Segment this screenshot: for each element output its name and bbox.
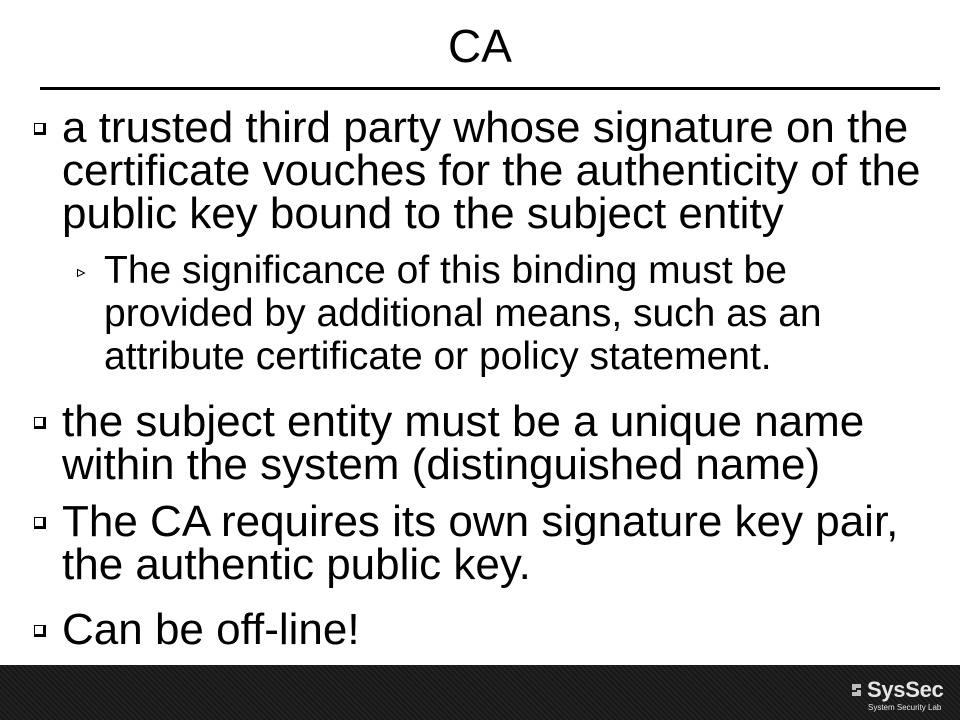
footer-band [0, 665, 960, 720]
logo-mark-icon [850, 682, 863, 698]
shadowed-square-bullet-icon [34, 123, 46, 135]
bullet-item [62, 497, 946, 589]
shadowed-square-bullet-icon [34, 517, 46, 529]
bullet-text: Can be off-line! [62, 605, 360, 654]
shadowed-square-bullet-icon [34, 625, 46, 637]
shadowed-square-bullet-icon [34, 417, 46, 429]
slide-title: CA [448, 20, 512, 72]
bullet-item [62, 605, 946, 654]
triangle-bullet-icon [76, 268, 86, 278]
sub-bullet-item [104, 249, 864, 378]
bullet-text: The CA requires its own signature key pair, the authentic public key. [62, 497, 899, 589]
bullet-item [62, 103, 946, 238]
bullet-text: the subject entity must be a unique name within the system (distinguished name) [62, 397, 865, 489]
title-underline [40, 87, 940, 90]
sub-bullet-text: The significance of this binding must be provided by additional means, such as an attribute certificate or policy statement. [104, 249, 822, 378]
bullet-item [62, 397, 946, 489]
logo-name: SysSec [867, 677, 944, 702]
logo-tagline: System Security Lab [868, 703, 942, 712]
bullet-text: a trusted third party whose signature on the certificate vouches for the authenticity of the public key bound to the subject entity [62, 103, 921, 238]
